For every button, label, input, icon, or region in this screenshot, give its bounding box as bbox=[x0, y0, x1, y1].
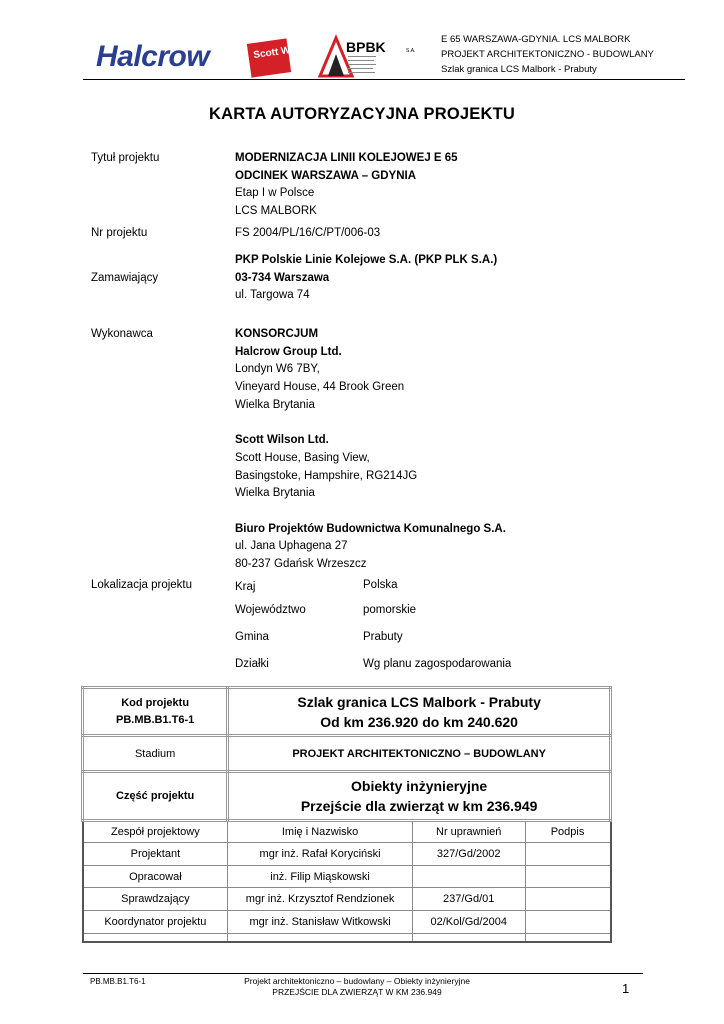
part-row bbox=[83, 772, 611, 821]
contractor-head: KONSORCJUM bbox=[235, 328, 319, 340]
route-line-2: Od km 236.920 do km 240.620 bbox=[320, 713, 518, 730]
part-label: Część projektu bbox=[83, 772, 228, 821]
label-client: Zamawiający bbox=[91, 272, 159, 284]
col-team: Zespół projektowy bbox=[83, 821, 228, 843]
location-value-3: Wg planu zagospodarowania bbox=[363, 658, 512, 670]
code-value: PB.MB.B1.T6-1 bbox=[116, 713, 195, 726]
location-value-0: Polska bbox=[363, 579, 398, 591]
contractor-block bbox=[235, 326, 506, 574]
signature-cell bbox=[525, 911, 610, 934]
halcrow-name: Halcrow Group Ltd. bbox=[235, 345, 342, 358]
license-cell: 327/Gd/2002 bbox=[412, 843, 525, 866]
header-row bbox=[83, 821, 611, 843]
col-signature: Podpis bbox=[525, 821, 610, 843]
scott-line-3: Basingstoke, Hampshire, RG214JG bbox=[235, 469, 418, 482]
license-cell: 02/Kol/Gd/2004 bbox=[412, 911, 525, 934]
name-cell: mgr inż. Rafał Koryciński bbox=[228, 843, 413, 866]
role-cell: Sprawdzający bbox=[83, 888, 228, 911]
header-text bbox=[441, 32, 654, 77]
stage-value: PROJEKT ARCHITEKTONICZNO – BUDOWLANY bbox=[228, 736, 611, 772]
role-cell: Projektant bbox=[83, 843, 228, 866]
footer-code: PB.MB.B1.T6-1 bbox=[90, 977, 146, 986]
table-bottom-spacer bbox=[83, 934, 611, 942]
scott-word: Scott Wilson bbox=[252, 41, 315, 62]
authorization-table bbox=[81, 686, 612, 943]
halcrow-line-4: Wielka Brytania bbox=[235, 398, 315, 411]
label-location: Lokalizacja projektu bbox=[91, 579, 193, 591]
signature-cell bbox=[525, 843, 610, 866]
name-cell: mgr inż. Stanisław Witkowski bbox=[228, 911, 413, 934]
label-project-number: Nr projektu bbox=[91, 227, 148, 239]
project-number: FS 2004/PL/16/C/PT/006-03 bbox=[235, 227, 381, 239]
location-key-0: Kraj bbox=[235, 581, 256, 593]
name-cell: inż. Filip Miąskowski bbox=[228, 866, 413, 888]
table-row bbox=[83, 866, 611, 888]
scott-name: Scott Wilson Ltd. bbox=[235, 434, 329, 447]
bpbk-suffix: S.A. bbox=[406, 48, 416, 54]
header-divider bbox=[83, 79, 685, 80]
stage-label: Stadium bbox=[83, 736, 228, 772]
code-cell bbox=[83, 688, 228, 736]
table-row bbox=[83, 911, 611, 934]
scott-line-4: Wielka Brytania bbox=[235, 487, 315, 500]
client-line-1: PKP Polskie Linie Kolejowe S.A. (PKP PLK S.A.) bbox=[235, 254, 498, 266]
header-line-1: E 65 WARSZAWA-GDYNIA. LCS MALBORK bbox=[441, 34, 631, 45]
project-title-line-3: Etap I w Polsce bbox=[235, 187, 315, 200]
part-line-1: Obiekty inżynieryjne bbox=[351, 778, 488, 794]
location-key-2: Gmina bbox=[235, 631, 269, 643]
client-line-3: ul. Targowa 74 bbox=[235, 289, 310, 302]
part-line-2: Przejście dla zwierząt w km 236.949 bbox=[300, 798, 538, 814]
footer-divider bbox=[83, 973, 643, 974]
route-line-1: Szlak granica LCS Malbork - Prabuty bbox=[297, 693, 541, 710]
bpbk-logo bbox=[318, 36, 424, 78]
project-title-line-2: ODCINEK WARSZAWA – GDYNIA bbox=[235, 169, 417, 182]
project-title-line-1: MODERNIZACJA LINII KOLEJOWEJ E 65 bbox=[235, 152, 458, 164]
col-license: Nr uprawnień bbox=[412, 821, 525, 843]
page-title: KARTA AUTORYZACYJNA PROJEKTU bbox=[209, 105, 515, 123]
client-line-2: 03-734 Warszawa bbox=[235, 271, 330, 284]
header-line-3: Szlak granica LCS Malbork - Prabuty bbox=[441, 64, 597, 75]
header-line-2: PROJEKT ARCHITEKTONICZNO - BUDOWLANY bbox=[441, 49, 654, 60]
table-row bbox=[83, 888, 611, 911]
table-row bbox=[83, 843, 611, 866]
col-name: Imię i Nazwisko bbox=[228, 821, 413, 843]
scott-wilson-logo bbox=[246, 38, 315, 78]
signature-cell bbox=[525, 888, 610, 911]
code-label: Kod projektu bbox=[121, 696, 190, 709]
bpbk-word: BPBK bbox=[346, 39, 386, 55]
location-value-2: Prabuty bbox=[363, 631, 403, 643]
footer-description bbox=[222, 976, 492, 998]
project-title-line-4: LCS MALBORK bbox=[235, 205, 317, 218]
code-row bbox=[83, 688, 611, 736]
name-cell: mgr inż. Krzysztof Rendzionek bbox=[228, 888, 413, 911]
license-cell: 237/Gd/01 bbox=[412, 888, 525, 911]
bpbk-line-3: 80-237 Gdańsk Wrzeszcz bbox=[235, 558, 367, 571]
license-cell bbox=[412, 866, 525, 888]
project-title-block bbox=[235, 150, 458, 221]
location-key-1: Województwo bbox=[235, 604, 306, 616]
route-cell bbox=[228, 688, 611, 736]
part-cell bbox=[228, 772, 611, 821]
halcrow-logo: Halcrow bbox=[96, 40, 210, 73]
bpbk-name: Biuro Projektów Budownictwa Komunalnego S.A. bbox=[235, 522, 506, 535]
bpbk-line-2: ul. Jana Uphagena 27 bbox=[235, 540, 348, 553]
stage-row bbox=[83, 736, 611, 772]
label-project-title: Tytuł projektu bbox=[91, 152, 160, 164]
role-cell: Opracował bbox=[83, 866, 228, 888]
label-contractor: Wykonawca bbox=[91, 328, 153, 340]
location-key-3: Działki bbox=[235, 658, 269, 670]
footer-line-2: PRZEJŚCIE DLA ZWIERZĄT W KM 236.949 bbox=[272, 987, 442, 997]
footer-line-1: Projekt architektoniczno – budowlany – Obiekty inżynieryjne bbox=[244, 976, 470, 986]
halcrow-line-2: Londyn W6 7BY, bbox=[235, 363, 320, 376]
signature-cell bbox=[525, 866, 610, 888]
halcrow-line-3: Vineyard House, 44 Brook Green bbox=[235, 381, 405, 394]
page-number: 1 bbox=[622, 981, 630, 996]
scott-line-2: Scott House, Basing View, bbox=[235, 451, 370, 464]
role-cell: Koordynator projektu bbox=[83, 911, 228, 934]
location-value-1: pomorskie bbox=[363, 604, 417, 616]
client-block bbox=[235, 252, 497, 305]
